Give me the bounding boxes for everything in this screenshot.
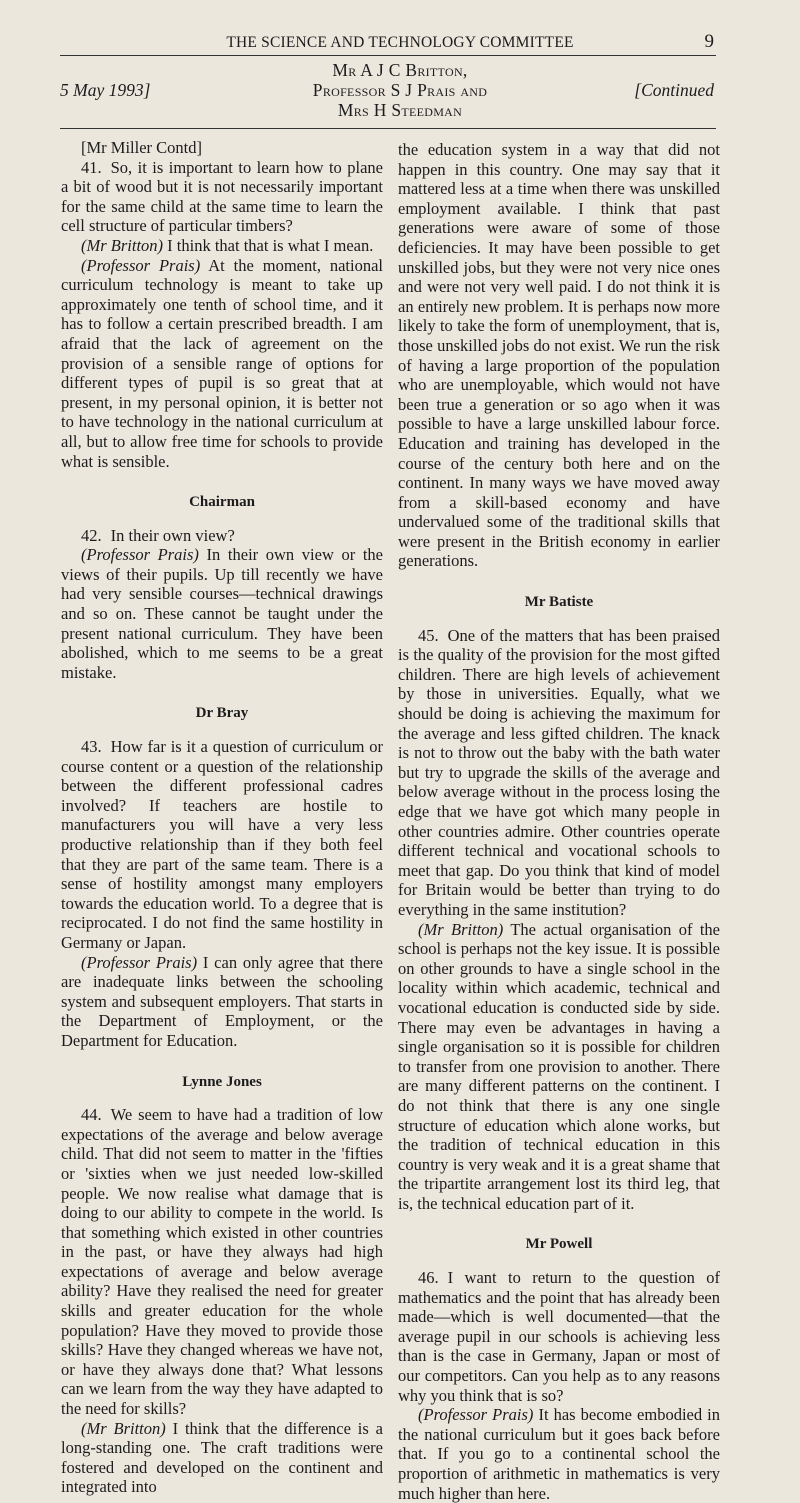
- continued-speaker-label: [Mr Miller Contd]: [81, 138, 202, 157]
- answer-text: At the moment, national curriculum technology is meant to take up approximately one tenth of school time, and it has to follow a certain prescribed breadth. I am afraid that the lack of agreement on the provision of a sensible range of options for different types of pupil is so great that at present, in my personal opinion, it is better not to have technology in the national curriculum at all, but to allow free time for schools to provide what is sensible.: [61, 255, 384, 471]
- question-text: In their own view?: [110, 525, 235, 545]
- answer-45-britton: [398, 920, 720, 1214]
- page-number: 9: [704, 31, 714, 52]
- speaker-heading-bray: Dr Bray: [195, 705, 249, 722]
- witness-line: Professor S J Prais and: [312, 80, 488, 100]
- answer-text: The actual organisation of the school is perhaps not the key issue. It is possible on other grounds to have a single school in the locality within which academic, technical and vocational education is conducted side by side. There may even be advantages in having a single organisation so it is possible for children to transfer from one provision to another. There are many different patterns on the continent. I do not think that there is any one single structure of education which alone works, but the tradition of technical education in this country is very weak and it is a great shame that the tripartite arrangement lost its third leg, that is, the technical education part of it.: [398, 919, 720, 1213]
- answer-speaker: (Professor Prais): [81, 545, 199, 565]
- answer-44-continued: the education system in a way that did not happen in this country. One may say that it mattered less at a time when there was unskilled employment available. I think that past generations were aware of some of those deficiencies. It may have been possible to get unskilled jobs, but they were not very nice ones and were not very well paid. I do not think it is an entirely new problem. It is perhaps now more likely to take the form of unemployment, that is, those unskilled jobs do not exist. We run the risk of having a large proportion of the population who are unemployable, which would not have been true a generation or so ago when it was possible to have a large unskilled labour force. Education and training has developed in the course of the century both here and on the continent. In many ways we have moved away from a skill-based economy and have undervalued some of the traditional skills that were present in the British economy in earlier generations.: [398, 140, 720, 571]
- question-number: 45.: [418, 625, 439, 645]
- answer-43-prais: [61, 953, 383, 1051]
- answer-text: I can only agree that there are inadequate links between the schooling system and subsequent employers. That starts in the Department of Employment, or the Department for Education.: [61, 952, 383, 1050]
- answer-speaker: (Professor Prais): [81, 952, 198, 972]
- running-head: THE SCIENCE AND TECHNOLOGY COMMITTEE: [226, 34, 574, 51]
- answer-speaker: (Professor Prais): [418, 1405, 534, 1425]
- answer-42-prais: [61, 545, 383, 682]
- question-46: [398, 1268, 720, 1405]
- header-rule: [60, 128, 716, 129]
- speaker-heading-powell: Mr Powell: [525, 1236, 593, 1253]
- witness-line: Mr A J C Britton,: [332, 60, 468, 80]
- answer-text: In their own view or the views of their pupils. Up till recently we have had very sensible courses—technical drawings and so on. These cannot be taught under the present national curriculum. They have been abolished, which to me seems to be a great mistake.: [61, 545, 384, 682]
- answer-41-prais: [61, 256, 383, 472]
- question-number: 46.: [418, 1268, 439, 1288]
- question-text: One of the matters that has been praised is the quality of the provision for the most gifted children. There are high levels of achievement by those in universities. Equally, what we should be doing is achieving the maximum for the average and less gifted children. The knack is not to throw out the baby with the bath water but try to upgrade the skills of the average and below average without in the process losing the edge that we have got which many people in other countries admire. Other countries operate different technical and vocational schools to meet that gap. Do you think that kind of model for Britain would be better than trying to do everything in the same institution?: [398, 625, 720, 919]
- question-text: How far is it a question of curriculum or course content or a question of the relationship between the different professional cadres involved? If teachers are hostile to manufacturers you will have a very less productive relationship than if they both feel that they are part of the same team. There is a sense of hostility amongst many employers towards the education world. To a degree that is reciprocated. I do not find the same hostility in Germany or Japan.: [61, 737, 383, 952]
- answer-46-prais: [398, 1405, 720, 1503]
- question-text: We seem to have had a tradition of low expectations of the average and below average child. That did not seem to matter in the 'fifties or 'sixties when we just needed low-skilled people. We now realise what damage that is doing to our ability to compete in the world. Is that something which existed in other countries in the past, or have they always had high expectations of average and below average ability? Have they realised the need for greater skills and greater education for the whole population? Have they moved to provide those skills? Have they changed whereas we have not, or have they always done that? What lessons can we learn from the way they have adapted to the need for skills?: [61, 1105, 383, 1419]
- answer-text: I think that the difference is a long-standing one. The craft traditions were fostered and developed on the continent and integrated into: [61, 1418, 383, 1497]
- speaker-heading-batiste: Mr Batiste: [524, 594, 594, 611]
- speaker-heading-jones: Lynne Jones: [182, 1073, 262, 1090]
- question-number: 43.: [81, 737, 102, 757]
- answer-speaker: (Mr Britton): [81, 1418, 166, 1438]
- answer-41-britton: [61, 236, 383, 256]
- answer-speaker: (Mr Britton): [418, 919, 504, 939]
- question-number: 41.: [81, 157, 102, 177]
- left-column: [61, 138, 383, 1497]
- answer-text: I think that that is what I mean.: [167, 235, 374, 255]
- answer-speaker: (Professor Prais): [81, 255, 201, 275]
- question-45: [398, 626, 720, 920]
- answer-text: It has become embodied in the national curriculum but it goes back before that. If you go to a continental school the proportion of arithmetic in mathematics is very much higher than here.: [398, 1405, 721, 1503]
- question-43: [61, 737, 383, 953]
- question-number: 44.: [81, 1105, 102, 1125]
- witness-line: Mrs H Steedman: [337, 100, 463, 120]
- answer-44-britton: [61, 1419, 383, 1497]
- right-column: [398, 140, 720, 1503]
- question-text: I want to return to the question of mathematics and the point that has already been made—which is well documented—that the average pupil in our schools is achieving less than is the case in Germany, Japan or most of our competitors. Can you help as to any reasons why you think that is so?: [398, 1268, 720, 1405]
- speaker-heading-chairman: Chairman: [189, 494, 255, 511]
- question-41: [61, 158, 383, 236]
- continued-label: [Continued: [634, 80, 714, 100]
- question-44: [61, 1105, 383, 1419]
- question-number: 42.: [81, 525, 102, 545]
- answer-speaker: (Mr Britton): [81, 235, 164, 255]
- top-rule: [60, 55, 716, 56]
- question-text: So, it is important to learn how to plane a bit of wood but it is not necessarily important for the same child at the same time to learn the cell structure of particular timbers?: [61, 157, 383, 236]
- question-42: [61, 526, 383, 546]
- hearing-date: 5 May 1993]: [60, 80, 151, 100]
